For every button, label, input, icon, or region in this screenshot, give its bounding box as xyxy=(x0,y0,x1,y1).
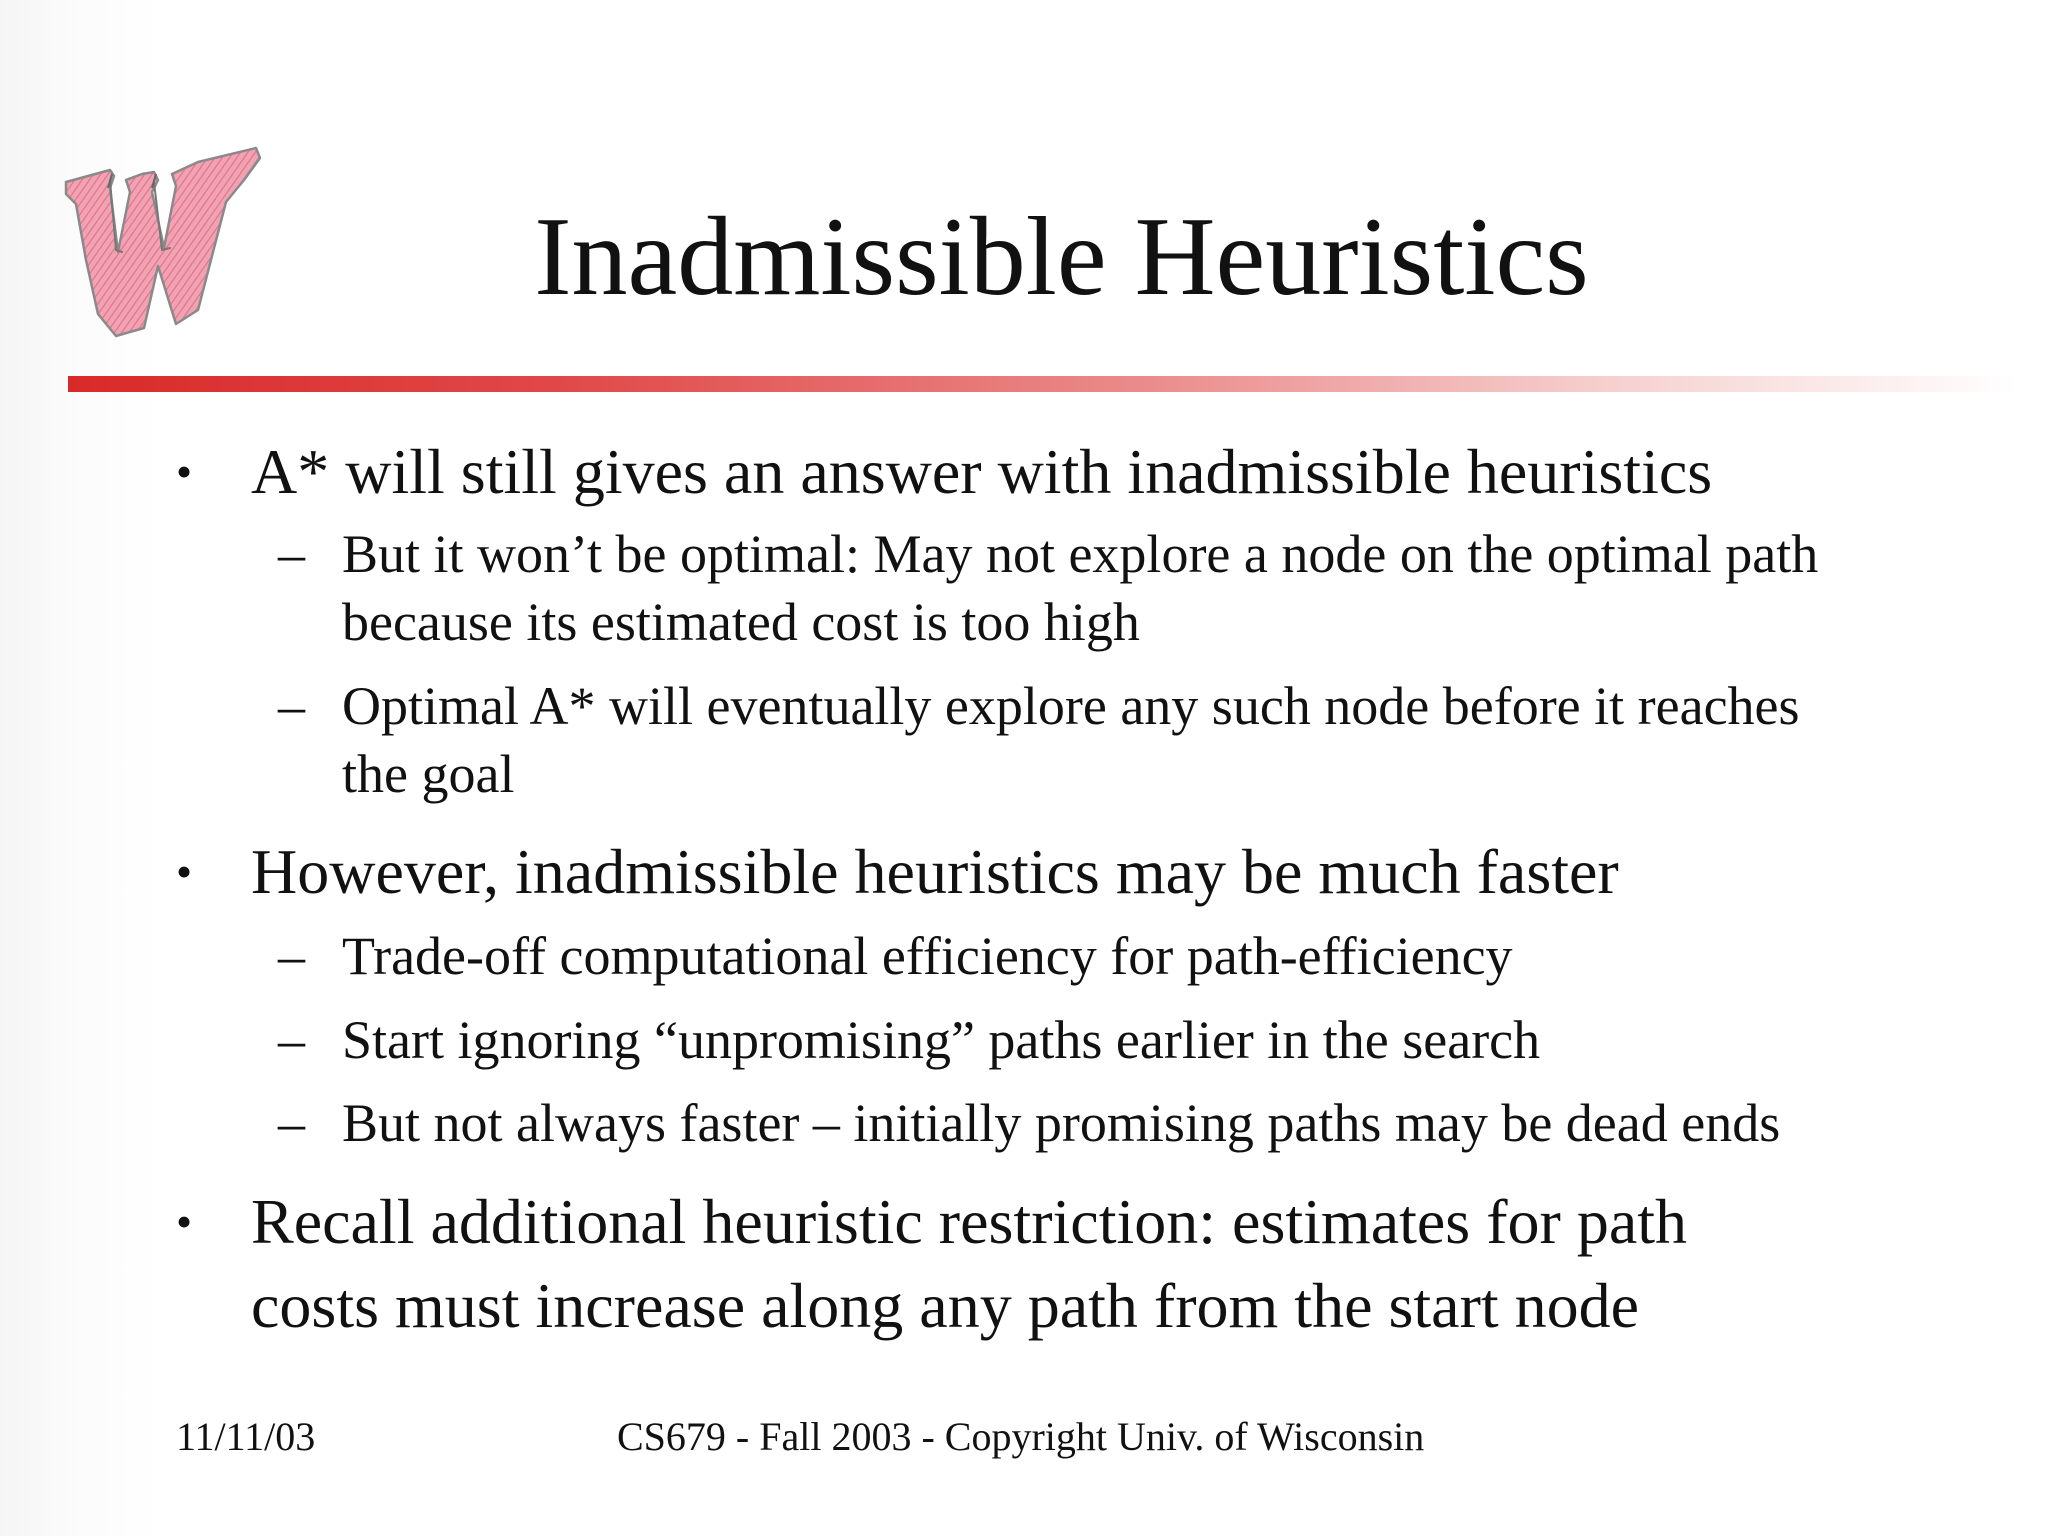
title-underline xyxy=(68,376,2018,392)
footer-course: CS679 - Fall 2003 - Copyright Univ. of Wisconsin xyxy=(617,1414,1425,1459)
sub-bullet-marker: – xyxy=(278,926,305,986)
bullet-marker: • xyxy=(176,1196,193,1247)
sub-bullet-marker: – xyxy=(278,524,305,584)
sub-bullet-marker: – xyxy=(278,1010,305,1070)
sub-bullet-text: Start ignoring “unpromising” paths earlier in the search xyxy=(342,1010,1541,1070)
bullet-marker: • xyxy=(176,846,193,897)
slide-title: Inadmissible Heuristics xyxy=(534,195,1589,319)
bullet-text: A* will still gives an answer with inadmissible heuristics xyxy=(251,436,1713,507)
sub-bullet-text-continued: because its estimated cost is too high xyxy=(342,592,1140,652)
bullet-text-continued: costs must increase along any path from the start node xyxy=(251,1270,1640,1341)
sub-bullet-marker: – xyxy=(278,1093,305,1153)
footer-date: 11/11/03 xyxy=(176,1414,316,1459)
bullet-marker: • xyxy=(176,446,193,497)
sub-bullet-text: But not always faster – initially promising paths may be dead ends xyxy=(342,1093,1781,1153)
sub-bullet-text: But it won’t be optimal: May not explore a node on the optimal path xyxy=(342,524,1819,584)
bullet-text: However, inadmissible heuristics may be much faster xyxy=(251,836,1619,907)
sub-bullet-text: Trade-off computational efficiency for path-efficiency xyxy=(342,926,1513,986)
bullet-text: Recall additional heuristic restriction: estimates for path xyxy=(251,1186,1687,1257)
sub-bullet-marker: – xyxy=(278,676,305,736)
sub-bullet-text: Optimal A* will eventually explore any such node before it reaches xyxy=(342,676,1800,736)
sub-bullet-text-continued: the goal xyxy=(342,744,515,804)
